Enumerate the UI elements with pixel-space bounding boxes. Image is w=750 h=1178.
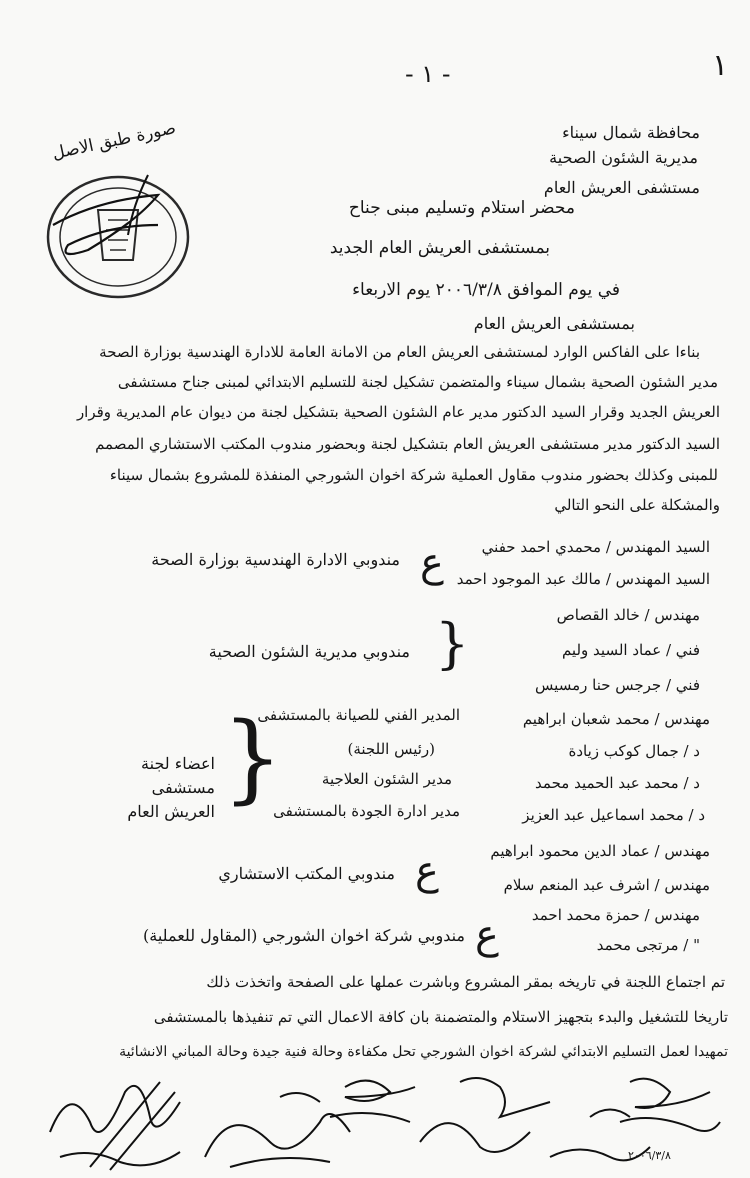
member-name: د / جمال كوكب زيادة bbox=[568, 742, 700, 760]
member-name: السيد المهندس / مالك عبد الموجود احمد bbox=[456, 570, 710, 588]
group-label: مندوبي شركة اخوان الشورجي (المقاول للعملية) bbox=[143, 926, 465, 945]
addressee-line-1: محضر استلام وتسليم مبنى جناح bbox=[348, 198, 575, 218]
group-brace: ﻉ bbox=[420, 540, 444, 586]
body-line: مدير الشئون الصحية بشمال سيناء والمتضمن تشكيل لجنة للتسليم الابتدائي لمبنى جناح مستشفى bbox=[117, 373, 718, 391]
member-role: مدير الشئون العلاجية bbox=[321, 770, 452, 788]
closing-line: تاريخا للتشغيل والبدء بتجهيز الاستلام والمتضمنة بان كافة الاعمال التي تم تنفيذها بالمستشفى bbox=[153, 1008, 728, 1026]
closing-line: تمهيدا لعمل التسليم الابتدائي لشركة اخوان الشورجي تحل مكفاءة وحالة فنية جيدة وحالة المباني الانشائية bbox=[119, 1044, 728, 1060]
member-name: د / محمد اسماعيل عبد العزيز bbox=[522, 806, 705, 824]
date-line: في يوم الموافق ٢٠٠٦/٣/٨ يوم الاربعاء bbox=[352, 280, 620, 300]
body-line: والمشكلة على النحو التالي bbox=[554, 496, 720, 514]
header-health-directorate: مديرية الشئون الصحية bbox=[549, 148, 698, 167]
group-label: اعضاء لجنة مستشفى العريش العام bbox=[127, 754, 215, 821]
group-label: مندوبي المكتب الاستشاري bbox=[218, 864, 395, 883]
addressee-line-2: بمستشفى العريش العام الجديد bbox=[329, 238, 550, 258]
header-hospital: مستشفى العريش العام bbox=[543, 178, 700, 197]
corner-mark: ١ bbox=[712, 48, 729, 83]
body-line: بناءا على الفاكس الوارد لمستشفى العريش العام من الامانة العامة للادارة الهندسية بوزارة الصحة bbox=[99, 343, 700, 361]
page-number: - ١ - bbox=[405, 60, 451, 88]
member-name: فني / عماد السيد وليم bbox=[561, 641, 700, 659]
member-name: مهندس / محمد شعبان ابراهيم bbox=[522, 710, 710, 728]
body-line: العريش الجديد وقرار السيد الدكتور مدير عام الشئون الصحية بتشكيل لجنة من ديوان عام المديرية وقرار bbox=[76, 403, 720, 421]
body-line: للمبنى وكذلك بحضور مندوب مقاول العملية شركة اخوان الشورجي المنفذة للمشروع بشمال سيناء bbox=[109, 466, 718, 484]
member-name: مهندس / عماد الدين محمود ابراهيم bbox=[490, 842, 710, 860]
signatures bbox=[30, 1062, 730, 1174]
closing-line: تم اجتماع اللجنة في تاريخه بمقر المشروع وباشرت عملها على الصفحة واتخذت ذلك bbox=[206, 973, 725, 991]
group-brace: ﻉ bbox=[415, 848, 439, 894]
group-brace: ﻉ bbox=[475, 912, 499, 958]
body-line: بمستشفى العريش العام bbox=[473, 314, 635, 333]
member-role: مدير ادارة الجودة بالمستشفى bbox=[273, 802, 460, 820]
member-name: مهندس / حمزة محمد احمد bbox=[531, 906, 700, 924]
member-name: السيد المهندس / محمدي احمد حفني bbox=[481, 538, 710, 556]
signature-date: ٢٠٠٦/٣/٨ bbox=[628, 1149, 671, 1162]
copy-note: صورة طبق الاصل bbox=[50, 118, 178, 164]
member-name: مهندس / اشرف عبد المنعم سلام bbox=[503, 876, 710, 894]
group-brace: { bbox=[222, 702, 284, 814]
member-name: " / مرتجى محمد bbox=[596, 936, 700, 954]
header-governorate: محافظة شمال سيناء bbox=[562, 123, 700, 142]
member-name: فني / جرجس حنا رمسيس bbox=[535, 676, 700, 694]
member-role: المدير الفني للصيانة بالمستشفى bbox=[257, 706, 460, 724]
official-stamp bbox=[38, 165, 198, 305]
group-label: مندوبي مديرية الشئون الصحية bbox=[208, 642, 410, 661]
body-line: السيد الدكتور مدير مستشفى العريش العام بتشكيل لجنة وبحضور مندوب المكتب الاستشاري المصمم bbox=[95, 435, 720, 453]
member-name: د / محمد عبد الحميد محمد bbox=[535, 774, 700, 792]
member-name: مهندس / خالد القصاص bbox=[556, 606, 700, 624]
member-role: (رئيس اللجنة) bbox=[347, 740, 435, 758]
group-label: مندوبي الادارة الهندسية بوزارة الصحة bbox=[151, 550, 400, 569]
group-brace: { bbox=[435, 612, 470, 675]
